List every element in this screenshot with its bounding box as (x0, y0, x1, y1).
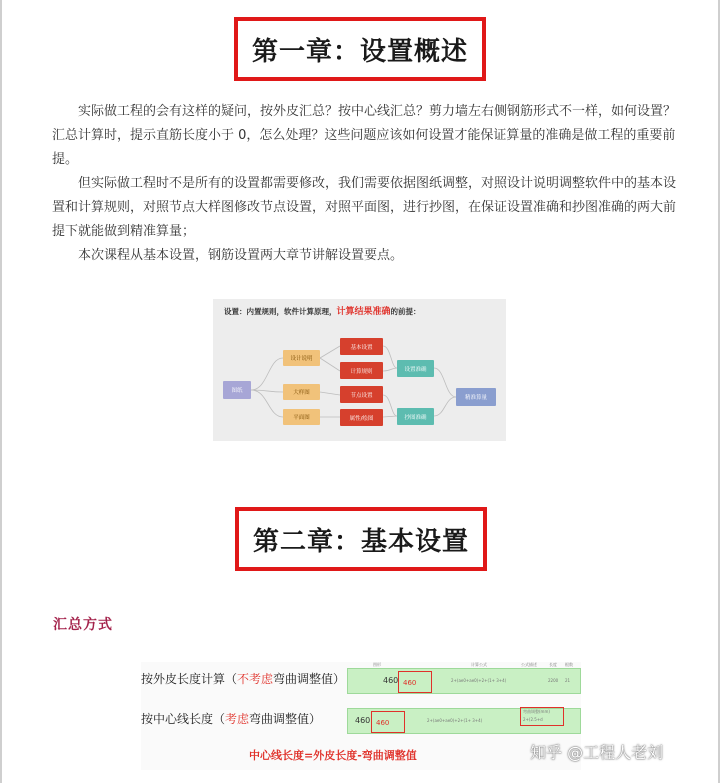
chapter1-title-box (234, 17, 486, 81)
header-shape: 图形 (373, 662, 381, 667)
table-row-outer-length (141, 664, 581, 696)
intro-paragraph-1-text: 实际做工程的会有这样的疑问，按外皮汇总？按中心线汇总？剪力墙左右侧钢筋形式不一样，如何设置？汇总计算时，提示直筋长度小于 0，怎么处理？这些问题应该如何设置才能保证算量的准确是做工程的重要前提。 (52, 104, 677, 167)
row1-label-suffix: 弯曲调整值） (273, 672, 346, 686)
intro-paragraph-3-text: 本次课程从基本设置，钢筋设置两大章节讲解设置要点。 (78, 248, 404, 263)
row2-label-prefix: 按中心线长度（ (141, 712, 226, 726)
row2-formula: 2+(ae0+ae0)+2+(1+ 3+4) (427, 718, 483, 723)
node-design-note: 设计说明 (283, 350, 320, 366)
node-plan: 平面图 (283, 409, 320, 425)
row1-count-cell: 21 (565, 678, 571, 683)
node-setting-accurate: 设置准确 (397, 360, 434, 377)
row2-label-highlight: 考虑 (225, 712, 250, 726)
intro-paragraph-1 (52, 100, 678, 172)
intro-paragraph-2-text: 但实际做工程时不是所有的设置都需要修改，我们需要依据图纸调整，对照设计说明调整软件中的基本设置和计算规则，对照节点大样图修改节点设置，对照平面图，进行抄图，在保证设置准确和抄图准确的两大前提下就能做到精准算量； (52, 176, 677, 239)
node-basic-setting: 基本设置 (340, 338, 383, 355)
row2-label-suffix: 弯曲调整值） (249, 712, 322, 726)
header-calc-formula: 计算公式 (471, 662, 487, 667)
row1-label (141, 670, 345, 687)
row1-label-prefix: 按外皮长度计算（ (141, 672, 238, 686)
intro-paragraph-2 (52, 172, 678, 244)
node-copy-draw: 属性/绘图 (340, 409, 383, 426)
row2-label (141, 710, 321, 727)
page-left-edge (0, 0, 2, 783)
chapter2-title: 第二章：基本设置 (252, 526, 469, 557)
chapter1-title: 第一章：设置概述 (251, 36, 468, 67)
node-drawing: 图纸 (223, 381, 251, 399)
row2-bend-cell: 2+(2.5+d (523, 717, 543, 722)
zhihu-watermark: 知乎 @工程人老刘 (530, 743, 664, 762)
chapter2-title-box (235, 507, 487, 571)
row1-shape-value: 460 (403, 679, 417, 687)
node-detail: 大样图 (283, 384, 320, 400)
row2-shape-value: 460 (376, 719, 390, 727)
row1-length-cell: 2200 (548, 678, 559, 683)
diagram-title-highlight: 计算结果准确 (336, 307, 391, 317)
node-calc-rule: 计算规则 (340, 362, 383, 379)
header-length: 长度 (549, 662, 557, 667)
header-formula-desc: 公式描述 (521, 662, 537, 667)
node-copy-accurate: 抄图准确 (397, 408, 434, 425)
row1-formula: 2+(ae0+ae0)+2+(1+ 3+4) (451, 678, 507, 683)
diagram-title-suffix: 的前提： (390, 307, 421, 316)
node-accurate-quantity: 精准算量 (456, 388, 496, 406)
center-length-formula: 中心线长度=外皮长度-弯曲调整值 (249, 749, 417, 762)
header-bend-adjust: 弯曲调整(mm) (523, 709, 550, 714)
settings-flow-diagram (213, 299, 506, 441)
section-title: 汇总方式 (53, 617, 113, 633)
diagram-title-prefix: 设置：内置规则，软件计算原理， (224, 307, 337, 316)
table-row-center-length (141, 704, 581, 736)
row2-value: 460 (355, 716, 371, 725)
row1-value: 460 (383, 676, 399, 685)
summary-mode-table (141, 662, 581, 770)
header-root-count: 根数 (565, 662, 573, 667)
intro-paragraph-3 (52, 244, 678, 268)
node-node-setting: 节点设置 (340, 386, 383, 403)
row1-label-highlight: 不考虑 (237, 672, 274, 686)
